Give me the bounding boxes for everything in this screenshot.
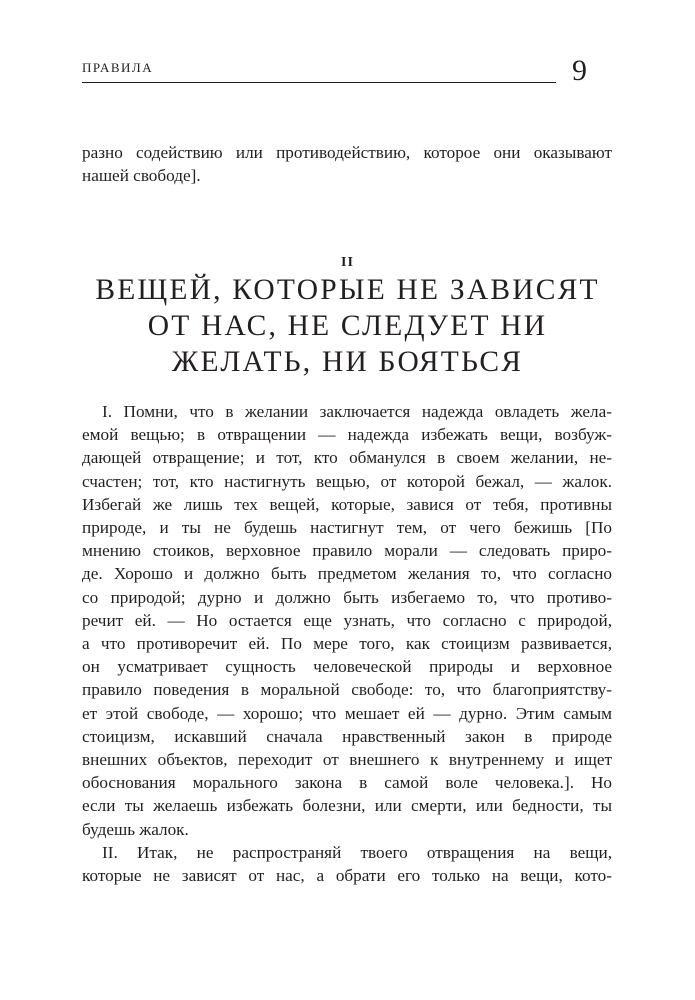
text-line: Избегай же лишь тех вещей, которые, завися от тебя, противны — [82, 494, 612, 514]
text-line: I. Помни, что в желании заключается надежда овладеть жела- — [102, 402, 612, 421]
text-line: а что противоречит ей. По мере того, как стоицизм развивается, — [82, 634, 612, 654]
text-line: со природой; дурно и должно быть избегаемо то, что противо- — [82, 587, 612, 607]
text-line: которые не зависят от нас, а обрати его только на вещи, кото- — [82, 866, 612, 886]
text-line: разно содействию или противодействию, которое они оказывают — [82, 143, 612, 162]
text-line: стоицизм, искавший сначала нравственный закон в природе — [82, 726, 612, 746]
text-line: счастен; тот, кто настигнуть вещью, от которой бежал, — жалок. — [82, 471, 612, 491]
text-line: правило поведения в моральной свободе: то, что благоприятству- — [82, 680, 612, 700]
header-rule — [82, 82, 556, 83]
text-line: нашей свободе]. — [82, 166, 201, 186]
text-line: ет этой свободе, — хорошо; что мешает ей — дурно. Этим самым — [82, 703, 612, 723]
body-text — [82, 400, 612, 887]
text-line: внешних объектов, переходит от внешнего к внутреннему и ищет — [82, 750, 612, 770]
running-head: ПРАВИЛА — [82, 60, 154, 75]
chapter-title-line: ВЕЩЕЙ, КОТОРЫЕ НЕ ЗАВИСЯТ — [95, 274, 600, 306]
text-line: если ты желаешь избежать болезни, или смерти, или бедности, ты — [82, 796, 612, 816]
chapter-number: II — [341, 255, 354, 270]
chapter-title — [0, 272, 695, 380]
text-line: емой вещью; в отвращении — надежда избежать вещи, возбуж- — [82, 425, 612, 445]
chapter-title-line: ЖЕЛАТЬ, НИ БОЯТЬСЯ — [171, 346, 524, 378]
chapter-title-line: ОТ НАС, НЕ СЛЕДУЕТ НИ — [147, 310, 548, 342]
page-number: 9 — [572, 54, 587, 87]
text-line: II. Итак, не распространяй твоего отвращения на вещи, — [102, 842, 612, 862]
text-line: мнению стоиков, верховное правило морали — следовать приро- — [82, 541, 612, 561]
intro-paragraph — [82, 141, 612, 187]
text-line: де. Хорошо и должно быть предметом желания то, что согласно — [82, 564, 612, 584]
text-line: обоснования морального закона в самой воле человека.]. Но — [82, 773, 612, 793]
text-line: будешь жалок. — [82, 819, 189, 839]
text-line: он усматривает сущность человеческой природы и верховное — [82, 657, 612, 677]
text-line: дающей отвращение; и тот, кто обманулся в своем желании, не- — [82, 448, 612, 468]
text-line: речит ей. — Но остается еще узнать, что согласно с природой, — [82, 610, 612, 630]
text-line: природе, и ты не будешь настигнут тем, от чего бежишь [По — [82, 518, 612, 538]
